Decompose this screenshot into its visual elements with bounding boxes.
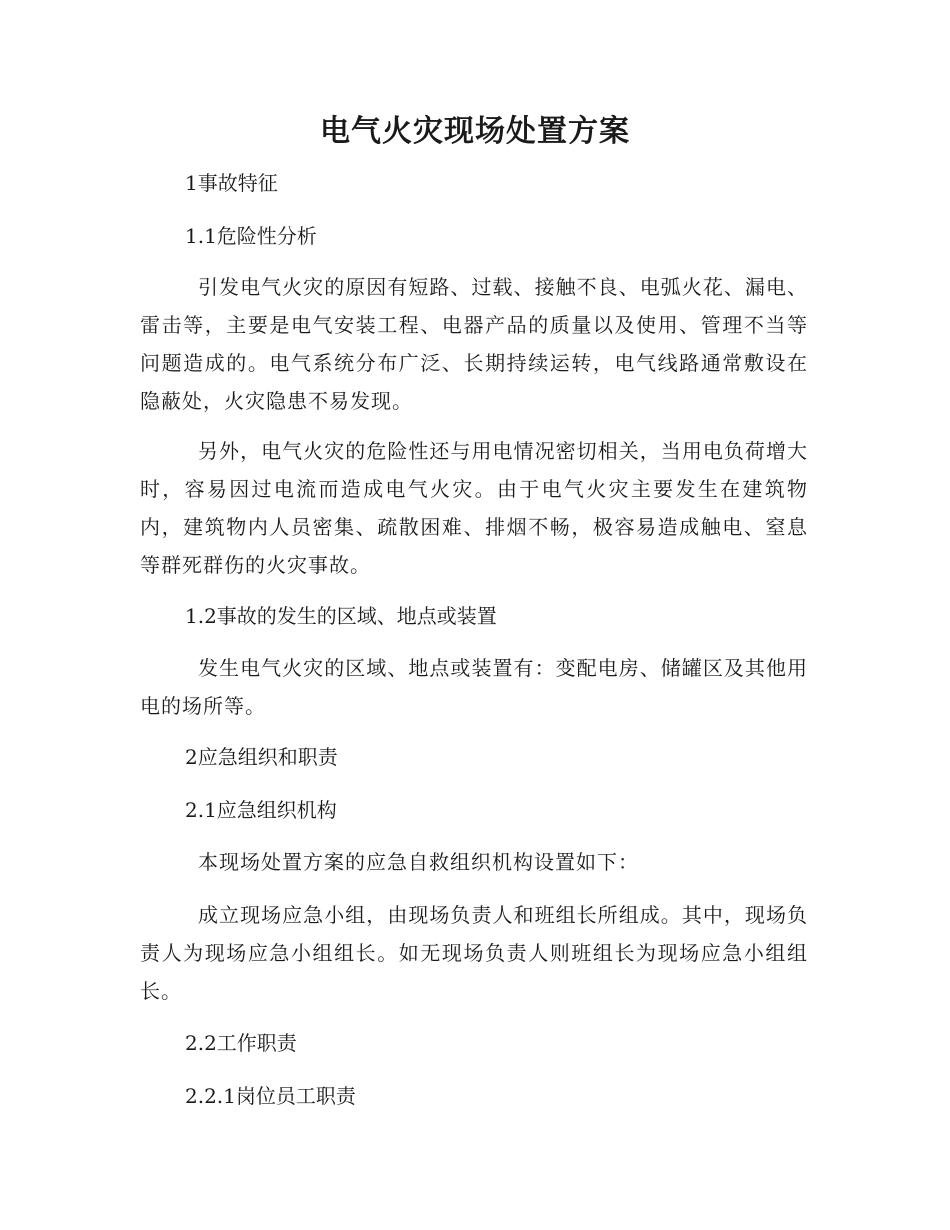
section-heading-2-2-1: 2.2.1岗位员工职责 xyxy=(185,1084,356,1108)
paragraph-organization-detail: 成立现场应急小组，由现场负责人和班组长所组成。其中，现场负责人为现场应急小组组长。如无现场负责人则班组长为现场应急小组组长。 xyxy=(140,903,808,1003)
section-heading-2-1: 2.1应急组织机构 xyxy=(185,798,337,822)
section-heading-1: 1事故特征 xyxy=(185,171,278,195)
paragraph-organization-intro: 本现场处置方案的应急自救组织机构设置如下： xyxy=(198,850,639,874)
section-heading-1-1: 1.1危险性分析 xyxy=(185,224,317,248)
paragraph-hazard-causes: 引发电气火灾的原因有短路、过载、接触不良、电弧火花、漏电、雷击等，主要是电气安装工程、电器产品的质量以及使用、管理不当等问题造成的。电气系统分布广泛、长期持续运转，电气线路通常敷设在隐蔽处，火灾隐患不易发现。 xyxy=(140,275,808,413)
section-heading-2-2: 2.2工作职责 xyxy=(185,1031,297,1055)
document-title: 电气火灾现场处置方案 xyxy=(320,114,630,149)
section-heading-1-2: 1.2事故的发生的区域、地点或装置 xyxy=(185,604,497,628)
paragraph-hazard-risk: 另外，电气火灾的危险性还与用电情况密切相关，当用电负荷增大时，容易因过电流而造成电气火灾。由于电气火灾主要发生在建筑物内，建筑物内人员密集、疏散困难、排烟不畅，极容易造成触电、窒息等群死群伤的火灾事故。 xyxy=(140,439,808,577)
paragraph-locations: 发生电气火灾的区域、地点或装置有：变配电房、储罐区及其他用电的场所等。 xyxy=(140,656,808,718)
section-heading-2: 2应急组织和职责 xyxy=(185,745,338,769)
